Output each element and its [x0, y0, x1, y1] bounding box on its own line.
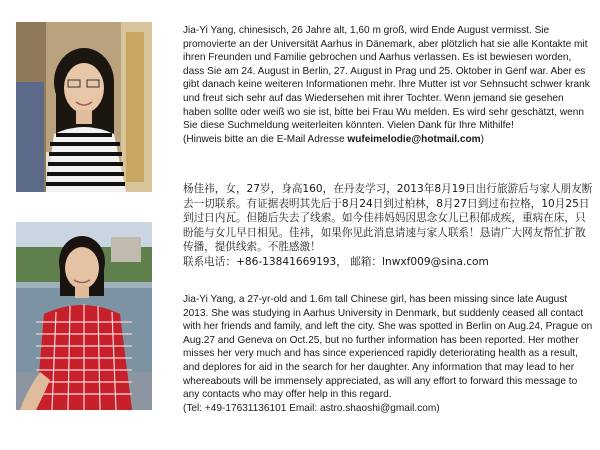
- chinese-notice-text: 杨佳祎，女，27岁，身高160，在丹麦学习，2013年8月19日出行旅游后与家人朋友断去一切联系。有证据表明其先后于8月24日到过柏林，8月27日到过布拉格，10月25日到过日内瓦。但随后失去了线索。如今佳祎妈妈因思念女儿已积郁成疾，重病在床，只盼能与女儿早日相见。佳祎，如果你见此消息请速与家人联系！恳请广大网友帮忙扩散传播，提供线索。不胜感激！: [183, 183, 593, 254]
- english-notice-text: Jia-Yi Yang, a 27-yr-old and 1.6m tall Chinese girl, has been missing since late August 2013. She was studying in Aarhus University in Denmark, but suddenly ceased all contact with her friends and family, and left the city. She was spotted in Berlin on Aug.24, Prague on Aug.27 and Geneva on Oct.25, but no further information has been reported. Her mother misses her very much and has since experienced rapidly deteriorating health as a result, and deplores for aid in the search for her daughter. Any information that may lead to her whereabouts will be immensely appreciated, as will any effort to forward this message to any contacts who may offer help in this regard.: [183, 294, 593, 401]
- missing-person-photo-2: [16, 222, 152, 410]
- german-hint-prefix: (Hinweis bitte an die E-Mail Adresse: [183, 133, 348, 145]
- english-notice: [183, 293, 593, 415]
- english-contact: (Tel: +49-17631136101 Email: astro.shaoshi@gmail.com): [183, 402, 440, 414]
- chinese-notice: [183, 182, 593, 270]
- missing-person-photo-1: [16, 22, 152, 192]
- german-hint-email-link[interactable]: wufeimelodie@hotmail.com: [347, 133, 481, 145]
- german-hint-suffix: ): [480, 133, 484, 145]
- chinese-contact: 联系电话：+86-13841669193， 邮箱：lnwxf009@sina.com: [183, 255, 489, 268]
- german-notice-text: Jia-Yi Yang, chinesisch, 26 Jahre alt, 1,60 m groß, wird Ende August vermisst. Sie promovierte an der Universität Aarhus in Dänemark, aber plötzlich hat sie alle Kontakte mit ihren Freunden und Familie gebrochen und Aarhus verlassen. Es ist bewiesen worden, dass Sie am 24. August in Berlin, 27. August in Prag und 25. Oktober in Genf war. Aber es gibt danach keine weiteren Informationen mehr. Ihre Mutter ist vor Sehnsucht schwer krank und freut sich sehr auf das Wiedersehen mit ihrer Tochter. Wenn jemand sie gesehen haben sollte oder weiß wo sie ist, bitte bei Frau Wu melden. Es wird sehr geschätzt, wenn Sie diese Suchmeldung weiterleiten könnten. Vielen Dank für Ihre Mithilfe!: [183, 25, 590, 132]
- german-hint: [183, 133, 593, 147]
- german-notice: [183, 24, 593, 146]
